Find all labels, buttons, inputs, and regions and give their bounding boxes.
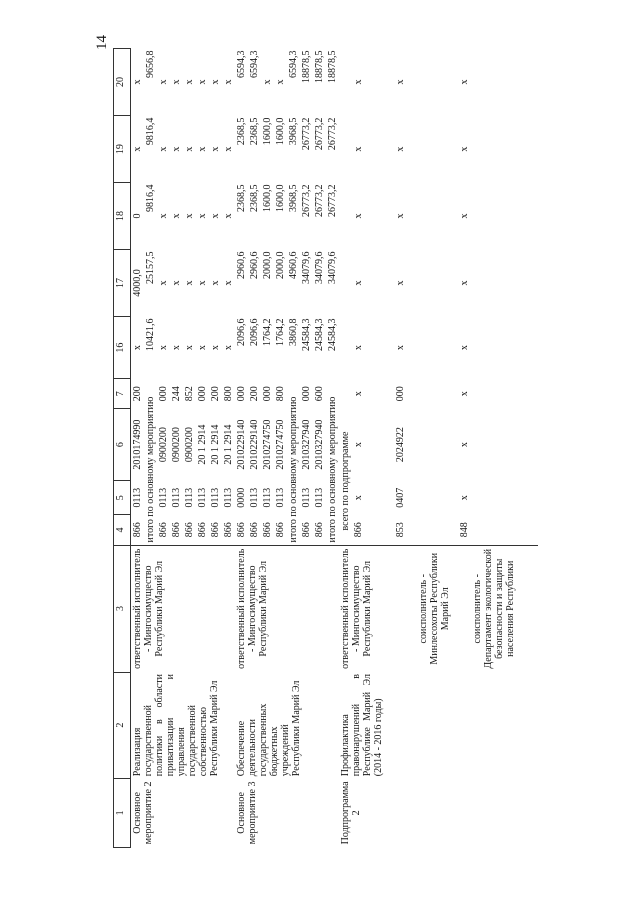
subtotal-label: итого по основному мероприятию xyxy=(326,379,339,545)
cell: x xyxy=(210,280,221,286)
cell: 866 xyxy=(183,515,196,545)
cell: 866 xyxy=(300,515,313,545)
cell: 1764,2 xyxy=(262,318,273,346)
cell: 2010274750 xyxy=(275,419,286,470)
cell: 2010229140 xyxy=(236,419,247,470)
cell: x xyxy=(171,146,182,152)
cell: 2010327940 xyxy=(314,419,325,470)
cell: 3968,5 xyxy=(288,117,299,146)
cell: 6594,3 xyxy=(236,50,247,78)
cell: 2010274750 xyxy=(262,419,273,470)
cell: 0113 xyxy=(184,487,195,508)
cell: 866 xyxy=(209,515,222,545)
col-header: 5 xyxy=(114,480,131,515)
cell: x xyxy=(184,213,195,219)
cell: x xyxy=(171,280,182,286)
cell: 0113 xyxy=(275,487,286,508)
cell: 26773,2 xyxy=(301,117,312,151)
cell: x xyxy=(275,79,286,85)
cell: 866 xyxy=(222,515,235,545)
cell: x xyxy=(158,280,169,286)
program-name: Профилактика правонарушений в Республике Марий Эл (2014 - 2016 годы) xyxy=(340,674,384,777)
cell: 24584,3 xyxy=(301,318,312,351)
cell: 0000 xyxy=(236,487,247,508)
col-header: 16 xyxy=(114,316,131,378)
cell: 6594,3 xyxy=(288,50,299,78)
cell: 853 xyxy=(394,515,458,545)
col-header: 18 xyxy=(114,183,131,250)
cell: 800 xyxy=(275,386,286,402)
column-number-row xyxy=(114,49,131,848)
subtotal-row xyxy=(339,49,352,848)
cell: 2368,5 xyxy=(249,184,260,213)
cell: 2010327940 xyxy=(301,419,312,470)
cell: 26773,2 xyxy=(327,184,338,218)
executor: ответственный исполнитель - Мингосимущество Республики Марий Эл xyxy=(340,548,373,669)
cell: 0113 xyxy=(197,487,208,508)
cell: 000 xyxy=(158,386,169,402)
cell: x xyxy=(210,79,221,85)
cell: 2000,0 xyxy=(262,251,273,279)
cell: x xyxy=(184,345,195,351)
col-header: 2 xyxy=(114,672,131,778)
cell: 9816,4 xyxy=(145,184,156,213)
cell: x xyxy=(395,146,406,152)
cell: 866 xyxy=(235,515,248,545)
cell: 0113 xyxy=(249,487,260,508)
col-header: 1 xyxy=(114,778,131,847)
cell: x xyxy=(197,345,208,351)
cell: 24584,3 xyxy=(327,318,338,351)
cell: x xyxy=(184,79,195,85)
cell: 18878,5 xyxy=(314,50,325,83)
program-code: Основное мероприятие 2 xyxy=(132,781,154,845)
cell: x xyxy=(353,280,364,286)
cell: 34079,6 xyxy=(301,251,312,284)
cell: x xyxy=(197,280,208,286)
subtotal-label: итого по основному мероприятию xyxy=(144,379,157,545)
cell: 2010174990 xyxy=(132,419,143,470)
cell: 26773,2 xyxy=(301,184,312,218)
cell: x xyxy=(184,280,195,286)
subtotal-label: итого по основному мероприятию xyxy=(287,379,300,545)
col-header: 3 xyxy=(114,545,131,672)
cell: x xyxy=(459,213,470,219)
cell: 2960,6 xyxy=(249,251,260,279)
cell: 2024922 xyxy=(395,427,406,463)
cell: 0113 xyxy=(132,487,143,508)
cell: 3968,5 xyxy=(288,184,299,213)
cell: x xyxy=(197,146,208,152)
cell: x xyxy=(353,79,364,85)
cell: x xyxy=(459,146,470,152)
executor: ответственный исполнитель - Мингосимущество Республики Марий Эл xyxy=(236,548,269,669)
cell: 0900200 xyxy=(171,427,182,463)
cell: x xyxy=(353,213,364,219)
cell: 2000,0 xyxy=(275,251,286,279)
cell: x xyxy=(158,146,169,152)
cell: x xyxy=(171,345,182,351)
cell: 866 xyxy=(274,515,287,545)
cell: 26773,2 xyxy=(327,117,338,151)
cell: 000 xyxy=(301,386,312,402)
cell: 800 xyxy=(223,386,234,402)
cell: x xyxy=(262,79,273,85)
cell: 2368,5 xyxy=(236,184,247,213)
cell: 0900200 xyxy=(184,427,195,463)
cell: 866 xyxy=(196,515,209,545)
cell: 0 xyxy=(132,213,143,219)
cell: 1600,0 xyxy=(275,117,286,146)
cell: x xyxy=(158,213,169,219)
cell: 34079,6 xyxy=(314,251,325,284)
cell: 866 xyxy=(157,515,170,545)
cell: 26773,2 xyxy=(314,184,325,218)
cell: x xyxy=(197,79,208,85)
cell: 4000,0 xyxy=(132,269,143,297)
cell: 10421,6 xyxy=(145,318,156,351)
cell: 4960,6 xyxy=(288,251,299,279)
cell: 0113 xyxy=(171,487,182,508)
cell: 0113 xyxy=(301,487,312,508)
program-code: Подпрограмма 2 xyxy=(340,781,362,845)
cell: x xyxy=(459,495,470,501)
cell: 0113 xyxy=(223,487,234,508)
cell: 1600,0 xyxy=(275,184,286,213)
cell: 244 xyxy=(171,386,182,402)
cell: x xyxy=(197,213,208,219)
cell: 0113 xyxy=(158,487,169,508)
cell: x xyxy=(459,79,470,85)
cell: x xyxy=(353,442,364,448)
cell: x xyxy=(353,495,364,501)
cell: x xyxy=(132,345,143,351)
cell: 34079,6 xyxy=(327,251,338,284)
cell: 866 xyxy=(248,515,261,545)
col-header: 17 xyxy=(114,249,131,316)
cell: 866 xyxy=(170,515,183,545)
cell: x xyxy=(132,79,143,85)
cell: 1600,0 xyxy=(262,184,273,213)
cell: x xyxy=(184,146,195,152)
cell: 20 1 2914 xyxy=(210,424,221,465)
cell: 3860,8 xyxy=(288,318,299,346)
cell: 866 xyxy=(352,515,394,545)
cell: x xyxy=(459,280,470,286)
cell: 24584,3 xyxy=(314,318,325,351)
cell: x xyxy=(210,146,221,152)
cell: 2368,5 xyxy=(249,117,260,146)
cell: 9816,4 xyxy=(145,117,156,146)
program-name: Реализация государственной политики в области приватизации и управления государственной собственностью Республики Марий Эл xyxy=(132,674,220,777)
cell: 2096,6 xyxy=(249,318,260,346)
program-name: Обеспечение деятельности государственных бюджетных учреждений Республики Марий Эл xyxy=(236,680,302,777)
cell: 600 xyxy=(314,386,325,402)
cell: 18878,5 xyxy=(301,50,312,83)
cell: 000 xyxy=(197,386,208,402)
budget-table xyxy=(113,48,538,848)
cell: 866 xyxy=(261,515,274,545)
cell: 18878,5 xyxy=(327,50,338,83)
cell: x xyxy=(171,213,182,219)
cell: x xyxy=(223,345,234,351)
col-header: 7 xyxy=(114,379,131,409)
cell: 000 xyxy=(262,386,273,402)
cell: 200 xyxy=(210,386,221,402)
cell: 2960,6 xyxy=(236,251,247,279)
cell: 1600,0 xyxy=(262,117,273,146)
cell: 20 1 2914 xyxy=(223,424,234,465)
cell: x xyxy=(395,213,406,219)
cell: x xyxy=(459,391,470,397)
rotated-page xyxy=(113,48,623,848)
cell: 20 1 2914 xyxy=(197,424,208,465)
cell: x xyxy=(223,146,234,152)
cell: 200 xyxy=(249,386,260,402)
cell: 0407 xyxy=(395,487,406,508)
cell: x xyxy=(459,345,470,351)
cell: x xyxy=(223,79,234,85)
table-row xyxy=(131,49,145,848)
table-row xyxy=(235,49,248,848)
cell: 000 xyxy=(395,386,406,402)
cell: 000 xyxy=(236,386,247,402)
cell: 852 xyxy=(184,386,195,402)
cell: 2096,6 xyxy=(236,318,247,346)
program-code: Основное мероприятие 3 xyxy=(236,781,258,845)
cell: 25157,5 xyxy=(145,251,156,284)
cell: 9656,8 xyxy=(145,50,156,78)
cell: x xyxy=(353,345,364,351)
col-header: 6 xyxy=(114,409,131,481)
cell: 0113 xyxy=(262,487,273,508)
cell: 0113 xyxy=(314,487,325,508)
total-label: всего по подпрограмме xyxy=(339,49,352,546)
cell: x xyxy=(395,79,406,85)
cell: 26773,2 xyxy=(314,117,325,151)
cell: 2368,5 xyxy=(236,117,247,146)
cell: x xyxy=(158,345,169,351)
cell: x xyxy=(210,345,221,351)
col-header: 4 xyxy=(114,515,131,545)
cell: x xyxy=(171,79,182,85)
cell: x xyxy=(210,213,221,219)
cell: 2010229140 xyxy=(249,419,260,470)
cell: 200 xyxy=(132,386,143,402)
col-header: 20 xyxy=(114,49,131,116)
col-header: 19 xyxy=(114,116,131,183)
cell: 848 xyxy=(458,515,538,545)
cell: x xyxy=(158,79,169,85)
cell: x xyxy=(353,391,364,397)
cell: x xyxy=(395,280,406,286)
cell: x xyxy=(223,280,234,286)
co-executor: соисполнитель - Департамент экологической безопасности и защиты населения Республики xyxy=(472,548,516,669)
cell: x xyxy=(223,213,234,219)
cell: 866 xyxy=(131,515,145,545)
cell: 0900200 xyxy=(158,427,169,463)
cell: x xyxy=(459,442,470,448)
cell: 1764,2 xyxy=(275,318,286,346)
cell: x xyxy=(132,146,143,152)
cell: x xyxy=(395,345,406,351)
cell: x xyxy=(353,146,364,152)
cell: 866 xyxy=(313,515,326,545)
cell: 6594,3 xyxy=(249,50,260,78)
cell: 0113 xyxy=(210,487,221,508)
co-executor: соисполнитель - Минлесохоты Республики Марий Эл xyxy=(418,552,451,665)
page-number: 14 xyxy=(94,35,110,50)
executor: ответственный исполнитель - Мингосимущество Республики Марий Эл xyxy=(132,548,165,669)
